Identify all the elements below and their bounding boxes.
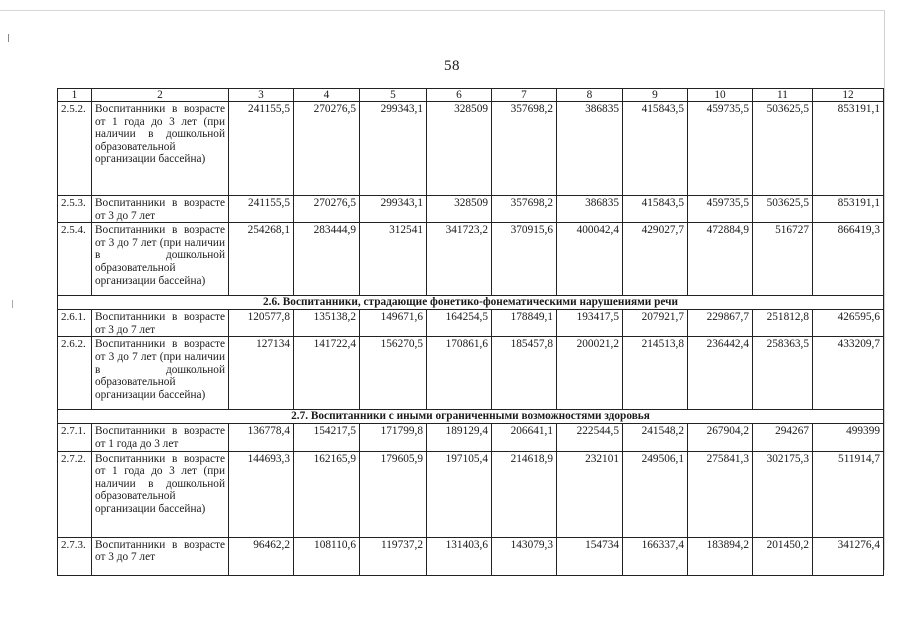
section-title: 2.6. Воспитанники, страдающие фонетико-фонематическими нарушениями речи (58, 296, 884, 310)
table-row (58, 310, 884, 337)
page-number: 58 (444, 58, 460, 74)
value-cell: 193417,5 (557, 310, 623, 337)
value-cell: 241155,5 (229, 196, 294, 223)
value-cell: 171799,8 (360, 424, 427, 451)
column-header: 10 (688, 89, 753, 102)
value-cell: 415843,5 (623, 102, 688, 196)
row-name: Воспитанники в возрасте от 3 до 7 лет (при наличии в дошкольной образовательной организации бассейна) (92, 337, 229, 410)
scan-mark (12, 300, 13, 308)
value-cell: 511914,7 (813, 451, 884, 537)
section-title: 2.7. Воспитанники с иными ограниченными возможностями здоровья (58, 410, 884, 424)
row-code: 2.5.4. (58, 223, 92, 296)
value-cell: 185457,8 (492, 337, 557, 410)
table-row (58, 337, 884, 410)
value-cell: 433209,7 (813, 337, 884, 410)
value-cell: 341276,4 (813, 537, 884, 575)
value-cell: 853191,1 (813, 102, 884, 196)
section-header-row (58, 410, 884, 424)
section-header-row (58, 296, 884, 310)
value-cell: 312541 (360, 223, 427, 296)
value-cell: 201450,2 (753, 537, 813, 575)
value-cell: 214513,8 (623, 337, 688, 410)
table-row (58, 102, 884, 196)
column-header: 2 (92, 89, 229, 102)
column-header: 5 (360, 89, 427, 102)
value-cell: 429027,7 (623, 223, 688, 296)
value-cell: 154734 (557, 537, 623, 575)
value-cell: 302175,3 (753, 451, 813, 537)
row-code: 2.7.1. (58, 424, 92, 451)
value-cell: 370915,6 (492, 223, 557, 296)
value-cell: 232101 (557, 451, 623, 537)
row-code: 2.7.3. (58, 537, 92, 575)
value-cell: 241155,5 (229, 102, 294, 196)
value-cell: 183894,2 (688, 537, 753, 575)
row-name: Воспитанники в возрасте от 3 до 7 лет (92, 537, 229, 575)
value-cell: 254268,1 (229, 223, 294, 296)
row-code: 2.5.3. (58, 196, 92, 223)
value-cell: 200021,2 (557, 337, 623, 410)
scan-edge-right (884, 10, 885, 570)
value-cell: 275841,3 (688, 451, 753, 537)
value-cell: 341723,2 (427, 223, 492, 296)
row-name: Воспитанники в возрасте от 1 года до 3 лет (92, 424, 229, 451)
value-cell: 162165,9 (294, 451, 360, 537)
tariff-table (57, 88, 884, 576)
table-row (58, 451, 884, 537)
row-name: Воспитанники в возрасте от 1 года до 3 лет (при наличии в дошкольной образовательной организации бассейна) (92, 102, 229, 196)
value-cell: 120577,8 (229, 310, 294, 337)
value-cell: 154217,5 (294, 424, 360, 451)
value-cell: 267904,2 (688, 424, 753, 451)
value-cell: 299343,1 (360, 102, 427, 196)
value-cell: 108110,6 (294, 537, 360, 575)
value-cell: 197105,4 (427, 451, 492, 537)
value-cell: 249506,1 (623, 451, 688, 537)
value-cell: 400042,4 (557, 223, 623, 296)
value-cell: 459735,5 (688, 102, 753, 196)
value-cell: 179605,9 (360, 451, 427, 537)
value-cell: 135138,2 (294, 310, 360, 337)
row-name: Воспитанники в возрасте от 3 до 7 лет (при наличии в дошкольной образовательной организации бассейна) (92, 223, 229, 296)
value-cell: 357698,2 (492, 196, 557, 223)
value-cell: 141722,4 (294, 337, 360, 410)
table-row (58, 196, 884, 223)
column-header: 3 (229, 89, 294, 102)
value-cell: 357698,2 (492, 102, 557, 196)
value-cell: 96462,2 (229, 537, 294, 575)
value-cell: 222544,5 (557, 424, 623, 451)
value-cell: 503625,5 (753, 102, 813, 196)
value-cell: 236442,4 (688, 337, 753, 410)
value-cell: 189129,4 (427, 424, 492, 451)
value-cell: 270276,5 (294, 196, 360, 223)
value-cell: 386835 (557, 102, 623, 196)
scan-edge-top (0, 10, 885, 11)
value-cell: 131403,6 (427, 537, 492, 575)
row-code: 2.5.2. (58, 102, 92, 196)
value-cell: 258363,5 (753, 337, 813, 410)
value-cell: 270276,5 (294, 102, 360, 196)
value-cell: 472884,9 (688, 223, 753, 296)
value-cell: 459735,5 (688, 196, 753, 223)
value-cell: 170861,6 (427, 337, 492, 410)
value-cell: 214618,9 (492, 451, 557, 537)
value-cell: 294267 (753, 424, 813, 451)
value-cell: 503625,5 (753, 196, 813, 223)
value-cell: 866419,3 (813, 223, 884, 296)
value-cell: 415843,5 (623, 196, 688, 223)
table-row (58, 424, 884, 451)
value-cell: 144693,3 (229, 451, 294, 537)
value-cell: 426595,6 (813, 310, 884, 337)
value-cell: 499399 (813, 424, 884, 451)
column-header: 6 (427, 89, 492, 102)
column-header: 8 (557, 89, 623, 102)
value-cell: 386835 (557, 196, 623, 223)
value-cell: 136778,4 (229, 424, 294, 451)
row-name: Воспитанники в возрасте от 3 до 7 лет (92, 310, 229, 337)
row-name: Воспитанники в возрасте от 3 до 7 лет (92, 196, 229, 223)
value-cell: 156270,5 (360, 337, 427, 410)
value-cell: 164254,5 (427, 310, 492, 337)
column-header: 1 (58, 89, 92, 102)
value-cell: 127134 (229, 337, 294, 410)
value-cell: 207921,7 (623, 310, 688, 337)
value-cell: 119737,2 (360, 537, 427, 575)
value-cell: 143079,3 (492, 537, 557, 575)
table-header-row (58, 89, 884, 102)
row-code: 2.6.2. (58, 337, 92, 410)
value-cell: 283444,9 (294, 223, 360, 296)
value-cell: 516727 (753, 223, 813, 296)
value-cell: 149671,6 (360, 310, 427, 337)
column-header: 11 (753, 89, 813, 102)
row-code: 2.6.1. (58, 310, 92, 337)
column-header: 4 (294, 89, 360, 102)
value-cell: 328509 (427, 196, 492, 223)
column-header: 7 (492, 89, 557, 102)
value-cell: 328509 (427, 102, 492, 196)
row-code: 2.7.2. (58, 451, 92, 537)
value-cell: 178849,1 (492, 310, 557, 337)
column-header: 9 (623, 89, 688, 102)
value-cell: 299343,1 (360, 196, 427, 223)
row-name: Воспитанники в возрасте от 1 года до 3 лет (при наличии в дошкольной образовательной организации бассейна) (92, 451, 229, 537)
scan-mark (8, 34, 9, 42)
column-header: 12 (813, 89, 884, 102)
table-row (58, 223, 884, 296)
value-cell: 166337,4 (623, 537, 688, 575)
value-cell: 241548,2 (623, 424, 688, 451)
table-row (58, 537, 884, 575)
value-cell: 206641,1 (492, 424, 557, 451)
value-cell: 251812,8 (753, 310, 813, 337)
value-cell: 853191,1 (813, 196, 884, 223)
value-cell: 229867,7 (688, 310, 753, 337)
